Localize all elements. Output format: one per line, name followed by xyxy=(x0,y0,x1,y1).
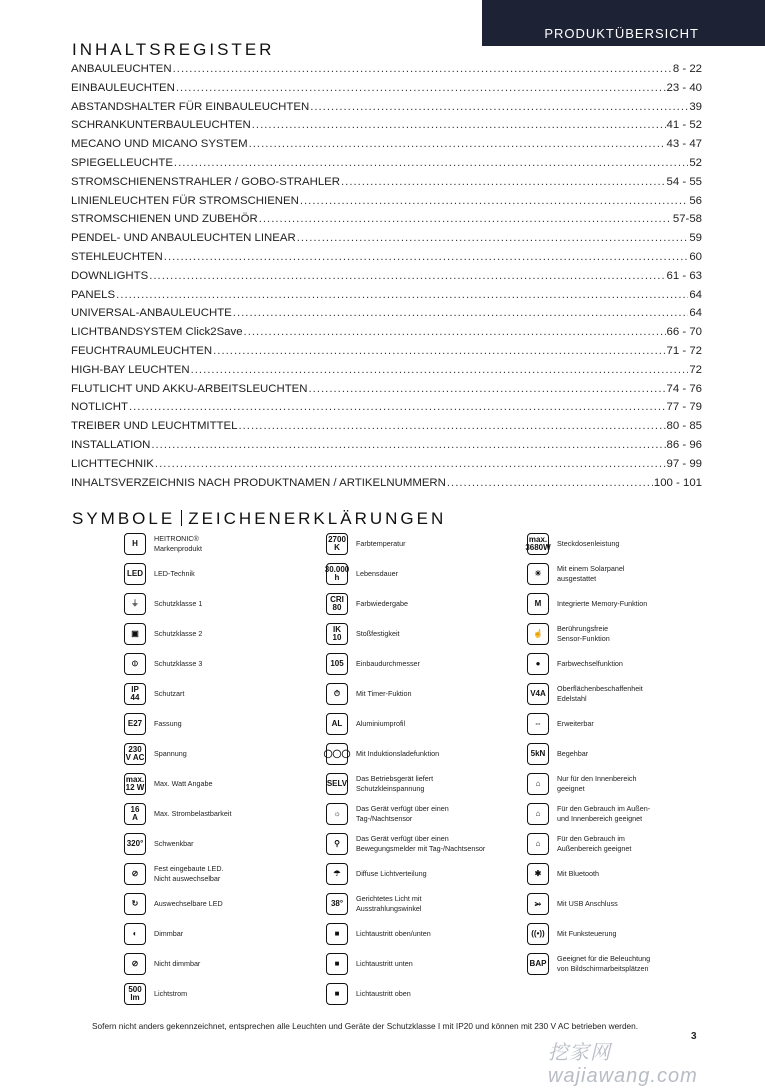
symbol-icon: 2700 K xyxy=(326,533,348,555)
symbol-entry xyxy=(527,920,617,948)
symbol-icon: ↻ xyxy=(124,893,146,915)
symbol-description: Farbwiedergabe xyxy=(356,599,408,608)
symbol-entry xyxy=(527,530,619,558)
symbol-entry xyxy=(124,860,224,888)
symbol-description: Nur für den Innenbereich geeignet xyxy=(557,774,637,793)
symbol-entry xyxy=(326,980,411,1008)
toc-entry-label: EINBAULEUCHTEN xyxy=(71,81,175,94)
toc-entry[interactable] xyxy=(71,82,702,101)
symbol-entry xyxy=(326,860,427,888)
symbol-description: Oberflächenbeschaffenheit Edelstahl xyxy=(557,684,643,703)
toc-entry[interactable] xyxy=(71,458,702,477)
symbol-description: Max. Strombelastbarkeit xyxy=(154,809,232,818)
toc-dot-leader xyxy=(238,420,665,432)
symbol-description: Steckdosenleistung xyxy=(557,539,620,548)
symbol-icon: ◐ xyxy=(124,923,146,945)
symbol-entry xyxy=(124,980,187,1008)
toc-dot-leader xyxy=(129,401,666,413)
symbol-icon: H xyxy=(124,533,146,555)
symbol-icon: ✱ xyxy=(527,863,549,885)
toc-entry-pages: 86 - 96 xyxy=(666,438,702,451)
symbol-description: Diffuse Lichtverteilung xyxy=(356,869,427,878)
symbol-description: Dimmbar xyxy=(154,929,184,938)
toc-entry[interactable] xyxy=(71,364,702,383)
toc-dot-leader xyxy=(300,195,688,207)
toc-entry-label: PANELS xyxy=(71,288,116,301)
toc-entry[interactable] xyxy=(71,420,702,439)
toc-entry[interactable] xyxy=(71,326,702,345)
symbol-description: Schutzklasse 1 xyxy=(154,599,203,608)
symbol-entry xyxy=(527,950,650,978)
symbol-entry xyxy=(124,620,202,648)
symbol-description: Geeignet für die Beleuchtung von Bildschirmarbeitsplätzen xyxy=(557,954,651,973)
symbol-icon: ■ xyxy=(326,923,348,945)
toc-entry-pages: 71 - 72 xyxy=(666,344,702,357)
toc-entry[interactable] xyxy=(71,383,702,402)
toc-entry-label: SPIEGELLEUCHTE xyxy=(71,156,173,169)
toc-dot-leader xyxy=(447,477,653,489)
toc-dot-leader xyxy=(244,326,666,338)
symbol-icon: ⇔ xyxy=(527,713,549,735)
symbol-icon: ☀ xyxy=(527,563,549,585)
symbol-icon: ⌂ xyxy=(527,803,549,825)
toc-dot-leader xyxy=(310,101,688,113)
toc-entry-label: STROMSCHIENEN UND ZUBEHÖR xyxy=(71,213,258,226)
symbol-description: Begehbar xyxy=(557,749,589,758)
toc-entry-label: UNIVERSAL-ANBAULEUCHTE xyxy=(71,307,232,320)
symbol-description: Farbtemperatur xyxy=(356,539,406,548)
watermark: 挖家网 wajiawang.com xyxy=(548,1042,698,1087)
symbol-entry xyxy=(527,560,625,588)
symbol-icon: ⌂ xyxy=(527,833,549,855)
symbols-heading xyxy=(72,509,446,529)
toc-entry[interactable] xyxy=(71,345,702,364)
symbol-entry xyxy=(326,680,412,708)
symbol-description: Das Gerät verfügt über einen Bewegungsmelder mit Tag-/Nachtsensor xyxy=(356,834,486,853)
symbol-icon: 230 V AC xyxy=(124,743,146,765)
symbol-entry xyxy=(527,800,650,828)
symbol-entry xyxy=(124,590,202,618)
symbol-entry xyxy=(124,680,184,708)
page-number: 3 xyxy=(691,1031,697,1042)
toc-entry-label: INHALTSVERZEICHNIS NACH PRODUKTNAMEN / ARTIKELNUMMERN xyxy=(71,476,446,489)
toc-entry-label: PENDEL- UND ANBAULEUCHTEN LINEAR xyxy=(71,232,296,245)
symbol-entry xyxy=(124,950,200,978)
toc-entry[interactable] xyxy=(71,289,702,308)
toc-entry-label: ABSTANDSHALTER FÜR EINBAULEUCHTEN xyxy=(71,100,310,113)
toc-entry[interactable] xyxy=(71,213,702,232)
symbol-description: Schutzklasse 2 xyxy=(154,629,203,638)
toc-entry-pages: 74 - 76 xyxy=(666,382,702,395)
toc-entry[interactable] xyxy=(71,307,702,326)
symbol-description: Schutzart xyxy=(154,689,185,698)
symbol-icon: 5kN xyxy=(527,743,549,765)
toc-dot-leader xyxy=(173,63,672,75)
symbol-icon: 30.000 h xyxy=(326,563,348,585)
toc-dot-leader xyxy=(252,119,666,131)
symbol-entry xyxy=(326,830,485,858)
symbol-icon: max. 3680W xyxy=(527,533,549,555)
symbol-icon: 105 xyxy=(326,653,348,675)
symbol-description: Gerichtetes Licht mit Ausstrahlungswinkel xyxy=(356,894,422,913)
symbol-entry xyxy=(527,680,643,708)
toc-dot-leader xyxy=(249,138,666,150)
symbol-entry xyxy=(527,710,594,738)
symbol-icon: BAP xyxy=(527,953,549,975)
toc-entry[interactable] xyxy=(71,119,702,138)
symbol-description: Schwenkbar xyxy=(154,839,194,848)
toc-dot-leader xyxy=(297,232,689,244)
symbol-icon: ⏱ xyxy=(326,683,348,705)
symbol-icon: ◯◯◯ xyxy=(326,743,348,765)
symbol-entry xyxy=(527,890,618,918)
symbol-icon: ⦶ xyxy=(124,653,146,675)
symbol-description: Lebensdauer xyxy=(356,569,398,578)
symbol-entry xyxy=(124,770,212,798)
toc-entry-pages: 54 - 55 xyxy=(666,175,702,188)
symbol-description: Mit Induktionsladefunktion xyxy=(356,749,440,758)
symbol-description: Lichtaustritt unten xyxy=(356,959,413,968)
symbol-entry xyxy=(326,800,449,828)
toc-entry-label: INSTALLATION xyxy=(71,438,151,451)
symbol-description: Mit Timer-Fuktion xyxy=(356,689,412,698)
toc-dot-leader xyxy=(155,458,666,470)
toc-entry-pages: 100 - 101 xyxy=(653,476,702,489)
toc-dot-leader xyxy=(213,345,665,357)
symbol-entry xyxy=(326,650,420,678)
toc-dot-leader xyxy=(164,251,689,263)
symbol-description: Berührungsfreie Sensor-Funktion xyxy=(557,624,610,643)
symbol-icon: ☝ xyxy=(527,623,549,645)
toc-entry-pages: 80 - 85 xyxy=(666,420,702,433)
symbol-description: Mit USB Anschluss xyxy=(557,899,618,908)
symbol-description: Mit Bluetooth xyxy=(557,869,599,878)
table-of-contents xyxy=(71,63,702,495)
symbol-icon: SELV xyxy=(326,773,348,795)
symbol-description: Spannung xyxy=(154,749,187,758)
symbol-icon: M xyxy=(527,593,549,615)
symbol-description: Fassung xyxy=(154,719,182,728)
toc-entry[interactable] xyxy=(71,477,702,496)
symbol-description: Nicht dimmbar xyxy=(154,959,201,968)
toc-entry-label: ANBAULEUCHTEN xyxy=(71,63,172,75)
symbol-icon: IK 10 xyxy=(326,623,348,645)
symbol-entry xyxy=(124,710,182,738)
symbol-entry xyxy=(323,740,440,768)
toc-entry[interactable] xyxy=(71,270,702,289)
toc-entry-pages: 97 - 99 xyxy=(666,457,702,470)
symbol-icon: ⏚ xyxy=(124,593,146,615)
toc-entry[interactable] xyxy=(71,195,702,214)
symbol-icon: E27 xyxy=(124,713,146,735)
symbol-entry xyxy=(527,590,647,618)
symbol-entry xyxy=(527,620,610,648)
toc-entry[interactable] xyxy=(71,138,702,157)
symbol-icon: 16 A xyxy=(124,803,146,825)
toc-entry[interactable] xyxy=(71,157,702,176)
symbol-entry xyxy=(326,710,405,738)
symbols-heading-a: SYMBOLE xyxy=(72,509,176,528)
symbol-icon: CRI 80 xyxy=(326,593,348,615)
symbol-entry xyxy=(527,860,599,888)
symbol-icon: ⊘ xyxy=(124,953,146,975)
toc-entry-label: LICHTTECHNIK xyxy=(71,457,154,470)
symbol-icon: AL xyxy=(326,713,348,735)
symbols-heading-b: ZEICHENERKLÄRUNGEN xyxy=(188,509,447,528)
toc-entry-pages: 23 - 40 xyxy=(666,81,702,94)
toc-entry-pages: 64 xyxy=(689,288,702,301)
symbol-icon: 500 lm xyxy=(124,983,146,1005)
toc-entry-label: TREIBER UND LEUCHTMITTEL xyxy=(71,420,238,433)
symbol-icon: 320° xyxy=(124,833,146,855)
toc-entry[interactable] xyxy=(71,101,702,120)
toc-entry-label: FLUTLICHT UND AKKU-ARBEITSLEUCHTEN xyxy=(71,382,308,395)
symbol-description: Integrierte Memory-Funktion xyxy=(557,599,648,608)
symbol-entry xyxy=(326,890,422,918)
toc-entry-pages: 59 xyxy=(689,232,702,245)
toc-entry-pages: 77 - 79 xyxy=(666,401,702,414)
toc-entry-pages: 61 - 63 xyxy=(666,269,702,282)
toc-heading: INHALTSREGISTER xyxy=(72,40,275,59)
symbol-icon: ■ xyxy=(326,953,348,975)
toc-entry-pages: 56 xyxy=(689,194,702,207)
symbol-description: Lichtstrom xyxy=(154,989,188,998)
toc-entry-pages: 52 xyxy=(689,156,702,169)
toc-entry[interactable] xyxy=(71,401,702,420)
symbol-description: Lichtaustritt oben/unten xyxy=(356,929,431,938)
symbol-description: Mit Funksteuerung xyxy=(557,929,617,938)
toc-dot-leader xyxy=(191,364,689,376)
symbol-description: Stoßfestigkeit xyxy=(356,629,400,638)
toc-entry-pages: 57-58 xyxy=(672,213,702,226)
symbol-entry xyxy=(326,770,433,798)
symbol-entry xyxy=(527,650,623,678)
symbol-entry xyxy=(124,800,232,828)
toc-dot-leader xyxy=(259,213,672,225)
toc-entry-label: DOWNLIGHTS xyxy=(71,269,149,282)
symbol-entry xyxy=(124,830,194,858)
symbol-description: Max. Watt Angabe xyxy=(154,779,213,788)
symbol-icon: IP 44 xyxy=(124,683,146,705)
toc-entry[interactable] xyxy=(71,63,702,82)
symbol-description: LED-Technik xyxy=(154,569,195,578)
symbol-description: Lichtaustritt oben xyxy=(356,989,411,998)
banner-title: PRODUKTÜBERSICHT xyxy=(544,26,699,41)
symbol-entry xyxy=(124,650,202,678)
symbol-icon: ▣ xyxy=(124,623,146,645)
symbol-icon: ⊘ xyxy=(124,863,146,885)
toc-dot-leader xyxy=(151,439,665,451)
toc-entry[interactable] xyxy=(71,439,702,458)
symbol-icon: ((•)) xyxy=(527,923,549,945)
symbol-description: HEITRONIC® Markenprodukt xyxy=(154,534,202,553)
toc-dot-leader xyxy=(116,289,688,301)
toc-entry-label: STEHLEUCHTEN xyxy=(71,250,163,263)
toc-entry-pages: 60 xyxy=(689,250,702,263)
toc-entry[interactable] xyxy=(71,232,702,251)
symbol-icon: max. 12 W xyxy=(124,773,146,795)
symbol-entry xyxy=(124,530,202,558)
toc-entry[interactable] xyxy=(71,176,702,195)
toc-entry-pages: 41 - 52 xyxy=(666,119,702,132)
toc-entry-label: SCHRANKUNTERBAULEUCHTEN xyxy=(71,119,251,132)
symbol-icon: ☂ xyxy=(326,863,348,885)
toc-entry-pages: 66 - 70 xyxy=(666,326,702,339)
symbol-icon: V4A xyxy=(527,683,549,705)
symbol-entry xyxy=(326,620,400,648)
symbol-description: Das Gerät verfügt über einen Tag-/Nachtsensor xyxy=(356,804,449,823)
toc-entry-label: STROMSCHIENENSTRAHLER / GOBO-STRAHLER xyxy=(71,175,340,188)
symbol-entry xyxy=(326,560,398,588)
heading-divider xyxy=(181,510,182,526)
toc-entry-label: NOTLICHT xyxy=(71,401,128,414)
symbol-description: Schutzklasse 3 xyxy=(154,659,203,668)
symbol-entry xyxy=(124,890,223,918)
toc-entry-pages: 39 xyxy=(689,100,702,113)
toc-entry[interactable] xyxy=(71,251,702,270)
toc-entry-pages: 8 - 22 xyxy=(672,63,702,75)
symbol-icon: 38° xyxy=(326,893,348,915)
toc-entry-label: HIGH-BAY LEUCHTEN xyxy=(71,363,190,376)
symbol-icon: ⭃ xyxy=(527,893,549,915)
toc-entry-label: LICHTBANDSYSTEM Click2Save xyxy=(71,326,243,339)
symbol-description: Fest eingebaute LED. Nicht auswechselbar xyxy=(154,864,224,883)
header-banner xyxy=(482,0,765,46)
toc-entry-label: LINIENLEUCHTEN FÜR STROMSCHIENEN xyxy=(71,194,299,207)
symbol-description: Aluminiumprofil xyxy=(356,719,406,728)
symbol-entry xyxy=(527,830,631,858)
symbol-icon: ● xyxy=(527,653,549,675)
symbol-entry xyxy=(527,770,637,798)
toc-dot-leader xyxy=(174,157,688,169)
footer-note: Sofern nicht anders gekennzeichnet, entsprechen alle Leuchten und Geräte der Schutzklasse I mit IP20 und können mit 230 V AC betrieben werden. xyxy=(92,1021,639,1031)
symbol-icon: ☼ xyxy=(326,803,348,825)
symbol-description: Auswechselbare LED xyxy=(154,899,223,908)
symbol-entry xyxy=(326,530,406,558)
toc-dot-leader xyxy=(176,82,666,94)
symbol-entry xyxy=(124,920,183,948)
toc-dot-leader xyxy=(233,307,689,319)
toc-entry-pages: 64 xyxy=(689,307,702,320)
symbol-entry xyxy=(326,920,431,948)
symbol-entry xyxy=(527,740,588,768)
toc-dot-leader xyxy=(149,270,665,282)
symbol-icon: LED xyxy=(124,563,146,585)
symbol-icon: ⌂ xyxy=(527,773,549,795)
symbol-description: Einbaudurchmesser xyxy=(356,659,420,668)
symbol-icon: ■ xyxy=(326,983,348,1005)
symbol-entry xyxy=(124,740,187,768)
symbol-description: Das Betriebsgerät liefert Schutzkleinspannung xyxy=(356,774,434,793)
symbol-entry xyxy=(326,590,408,618)
symbol-entry xyxy=(124,560,195,588)
toc-entry-pages: 43 - 47 xyxy=(666,138,702,151)
symbol-description: Für den Gebrauch im Außenbereich geeignet xyxy=(557,834,632,853)
symbol-description: Mit einem Solarpanel ausgestattet xyxy=(557,564,625,583)
symbol-description: Farbwechselfunktion xyxy=(557,659,623,668)
toc-dot-leader xyxy=(341,176,666,188)
symbol-description: Für den Gebrauch im Außen- und Innenbereich geeignet xyxy=(557,804,651,823)
toc-entry-pages: 72 xyxy=(689,363,702,376)
toc-entry-label: FEUCHTRAUMLEUCHTEN xyxy=(71,344,213,357)
toc-entry-label: MECANO UND MICANO SYSTEM xyxy=(71,138,248,151)
symbol-icon: ⚲ xyxy=(326,833,348,855)
toc-dot-leader xyxy=(309,383,666,395)
symbol-entry xyxy=(326,950,413,978)
symbol-description: Erweiterbar xyxy=(557,719,594,728)
